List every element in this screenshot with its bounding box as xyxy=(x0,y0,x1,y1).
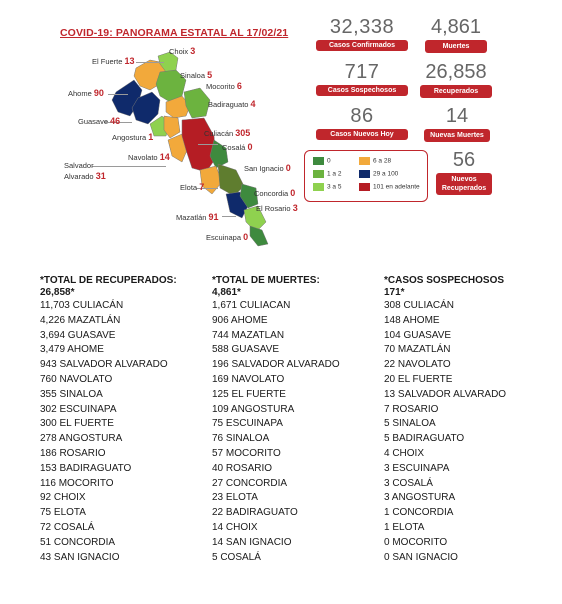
map-label-navolato: Navolato 14 xyxy=(128,152,170,162)
list-muertes xyxy=(212,275,387,565)
sinaloa-map xyxy=(0,0,320,260)
list-total: 171* xyxy=(384,287,405,298)
region-escuinapa xyxy=(250,226,268,246)
list-item: 75 ELOTA xyxy=(40,507,86,519)
list-item: 75 ESCUINAPA xyxy=(212,418,283,430)
list-item: 5 BADIRAGUATO xyxy=(384,433,465,445)
list-rows xyxy=(384,299,559,565)
list-item: 22 BADIRAGUATO xyxy=(212,507,298,519)
map-label-el-fuerte: El Fuerte 13 xyxy=(92,56,135,66)
map-label-angostura: Angostura 1 xyxy=(112,132,154,142)
map-label-mazatlan: Mazatlán 91 xyxy=(176,212,219,222)
stat-recuperados xyxy=(420,62,492,98)
stat-value: 56 xyxy=(452,149,476,171)
list-total: 26,858* xyxy=(40,287,75,298)
stat-label: Casos Nuevos Hoy xyxy=(316,129,408,140)
list-item: 760 NAVOLATO xyxy=(40,373,113,385)
list-item: 22 NAVOLATO xyxy=(384,359,451,371)
legend-swatch xyxy=(359,157,370,165)
map-label-concordia: Concordia 0 xyxy=(254,188,296,198)
list-item: 104 GUASAVE xyxy=(384,329,452,341)
list-item: 4 CHOIX xyxy=(384,447,425,459)
stat-nuevas-muertes xyxy=(424,106,490,142)
map-shapes xyxy=(0,0,320,260)
list-item: 23 ELOTA xyxy=(212,492,258,504)
list-item: 308 CULIACÁN xyxy=(384,300,455,311)
list-item: 109 ANGOSTURA xyxy=(212,403,295,415)
stat-value: 4,861 xyxy=(430,16,482,38)
list-item: 3 ANGOSTURA xyxy=(384,492,456,504)
region-badiraguato xyxy=(184,88,210,118)
page-title: COVID-19: PANORAMA ESTATAL AL 17/02/21 xyxy=(60,27,289,39)
list-item: 7 ROSARIO xyxy=(384,403,439,415)
stat-sospechosos xyxy=(316,62,408,96)
map-label-escuinapa: Escuinapa 0 xyxy=(206,232,249,242)
legend-swatch xyxy=(313,183,324,191)
map-label-salvador-alvarado: Salvador Alvarado 31 xyxy=(64,161,106,181)
legend-item: 29 a 100 xyxy=(359,170,398,178)
list-heading: *CASOS SOSPECHOSOS xyxy=(384,275,505,286)
stat-value: 86 xyxy=(350,105,374,127)
stat-nuevos-recuperados xyxy=(436,150,492,195)
list-rows xyxy=(212,299,387,565)
list-item: 125 EL FUERTE xyxy=(212,388,286,400)
stat-label: Casos Sospechosos xyxy=(316,85,408,96)
list-item: 3 COSALÁ xyxy=(384,477,433,489)
list-item: 27 CONCORDIA xyxy=(212,477,288,489)
map-label-sinaloa: Sinaloa 5 xyxy=(180,70,213,80)
legend-swatch xyxy=(313,170,324,178)
map-legend xyxy=(304,150,428,202)
legend-item: 1 a 2 xyxy=(313,170,341,178)
stat-value: 26,858 xyxy=(425,61,487,83)
list-sospechosos xyxy=(384,275,559,565)
list-item: 744 MAZATLAN xyxy=(212,329,285,341)
map-label-cosala: Cosalá 0 xyxy=(222,142,253,152)
region-culiacan xyxy=(182,118,216,172)
list-item: 300 EL FUERTE xyxy=(40,418,114,430)
stat-nuevos-hoy xyxy=(316,106,408,140)
stat-value: 717 xyxy=(344,61,380,83)
list-item: 0 MOCORITO xyxy=(384,536,448,548)
list-item: 92 CHOIX xyxy=(40,492,86,504)
stat-value: 32,338 xyxy=(329,16,395,38)
list-item: 70 MAZATLÁN xyxy=(384,344,451,356)
list-item: 51 CONCORDIA xyxy=(40,536,116,548)
stat-label: Muertes xyxy=(425,40,487,53)
stat-label: Nuevos Recuperados xyxy=(436,173,492,195)
list-rows xyxy=(40,299,215,565)
list-item: 14 SAN IGNACIO xyxy=(212,536,292,548)
map-label-elota: Elota 7 xyxy=(180,182,205,192)
list-item: 14 CHOIX xyxy=(212,521,258,533)
list-item: 278 ANGOSTURA xyxy=(40,433,123,445)
list-item: 76 SINALOA xyxy=(212,433,270,445)
stat-label: Casos Confirmados xyxy=(316,40,408,51)
list-item: 3,479 AHOME xyxy=(40,344,104,356)
list-item: 943 SALVADOR ALVARADO xyxy=(40,359,168,371)
map-label-el-rosario: El Rosario 3 xyxy=(256,203,298,213)
stat-label: Recuperados xyxy=(420,85,492,98)
list-item: 148 AHOME xyxy=(384,314,440,326)
list-item: 5 SINALOA xyxy=(384,418,436,430)
list-item: 3,694 GUASAVE xyxy=(40,329,116,341)
map-label-choix: Choix 3 xyxy=(169,46,196,56)
list-item: 169 NAVOLATO xyxy=(212,373,285,385)
list-item: 4,226 MAZATLÁN xyxy=(40,314,121,326)
list-item: 72 COSALÁ xyxy=(40,521,95,533)
list-item: 57 MOCORITO xyxy=(212,447,281,459)
list-item: 153 BADIRAGUATO xyxy=(40,462,132,474)
list-item: 0 SAN IGNACIO xyxy=(384,551,458,563)
stat-label: Nuevas Muertes xyxy=(424,129,490,142)
list-item: 11,703 CULIACÁN xyxy=(40,300,124,311)
stat-muertes xyxy=(425,17,487,53)
map-label-badiraguato: Badiraguato 4 xyxy=(208,99,256,109)
map-label-ahome: Ahome 90 xyxy=(68,88,104,98)
list-item: 116 MOCORITO xyxy=(40,477,114,489)
list-item: 43 SAN IGNACIO xyxy=(40,551,120,563)
legend-item: 101 en adelante xyxy=(359,183,420,191)
list-item: 302 ESCUINAPA xyxy=(40,403,117,415)
legend-swatch xyxy=(359,170,370,178)
stat-value: 14 xyxy=(445,105,469,127)
list-item: 196 SALVADOR ALVARADO xyxy=(212,359,340,371)
map-label-culiacan: Culiacán 305 xyxy=(204,128,251,138)
list-item: 186 ROSARIO xyxy=(40,447,106,459)
list-heading: *TOTAL DE RECUPERADOS: xyxy=(40,275,177,286)
map-label-san-ignacio: San Ignacio 0 xyxy=(244,163,291,173)
list-heading: *TOTAL DE MUERTES: xyxy=(212,275,320,286)
list-item: 5 COSALÁ xyxy=(212,551,261,563)
list-item: 906 AHOME xyxy=(212,314,268,326)
legend-item: 6 a 28 xyxy=(359,157,391,165)
list-item: 40 ROSARIO xyxy=(212,462,273,474)
list-item: 1,671 CULIACAN xyxy=(212,300,291,311)
map-label-guasave: Guasave 46 xyxy=(78,116,121,126)
map-label-mocorito: Mocorito 6 xyxy=(206,81,242,91)
list-item: 13 SALVADOR ALVARADO xyxy=(384,388,507,400)
legend-item: 3 a 5 xyxy=(313,183,341,191)
legend-item: 0 xyxy=(313,157,331,165)
legend-swatch xyxy=(313,157,324,165)
list-total: 4,861* xyxy=(212,287,241,298)
list-item: 588 GUASAVE xyxy=(212,344,280,356)
list-recuperados xyxy=(40,275,215,565)
region-san-ignacio xyxy=(218,164,244,196)
legend-swatch xyxy=(359,183,370,191)
list-item: 1 CONCORDIA xyxy=(384,507,454,519)
list-item: 3 ESCUINAPA xyxy=(384,462,450,474)
list-item: 355 SINALOA xyxy=(40,388,103,400)
list-item: 1 ELOTA xyxy=(384,521,425,533)
list-item: 20 EL FUERTE xyxy=(384,373,453,385)
stat-confirmados xyxy=(316,17,408,51)
